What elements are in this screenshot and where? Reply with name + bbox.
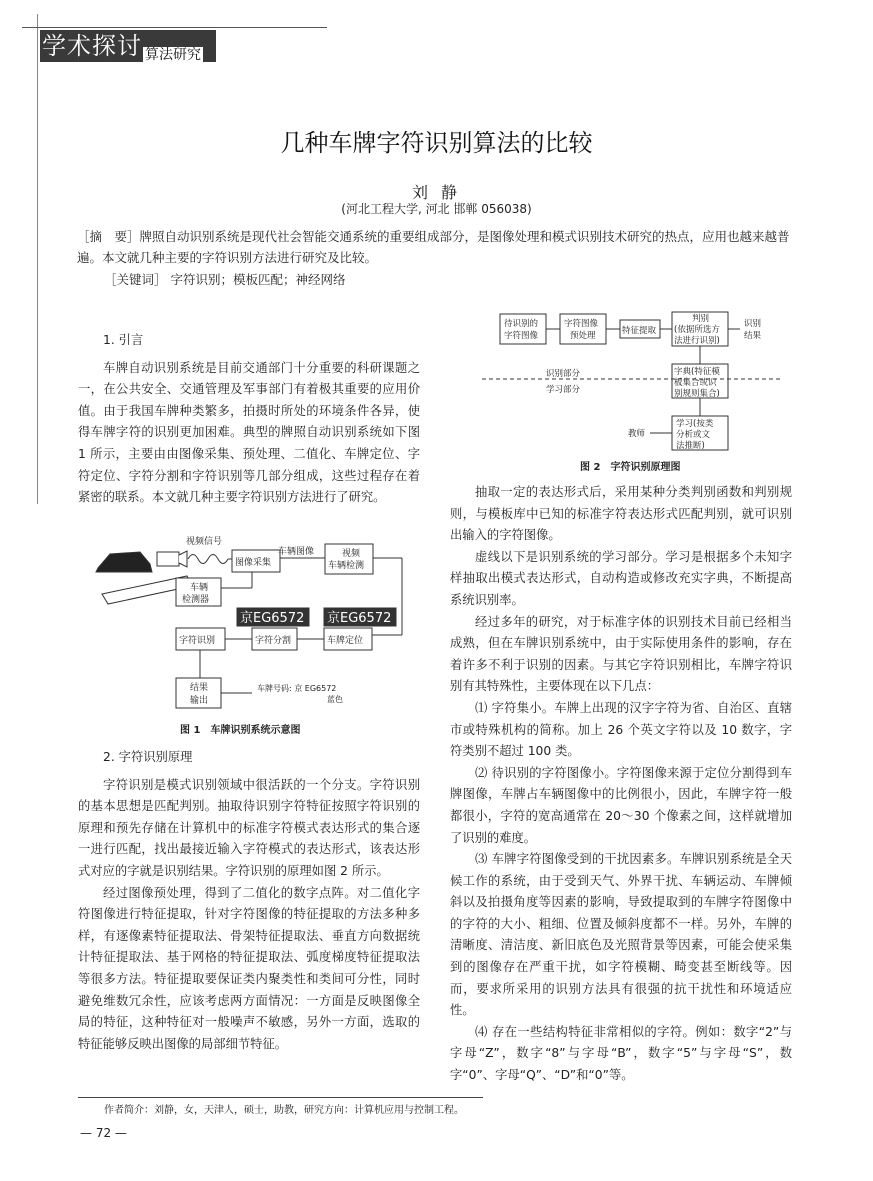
result-label-2: 输出 xyxy=(190,696,209,706)
feature-label: 特征提取 xyxy=(622,326,657,336)
learn-label-1: 学习(按类 xyxy=(676,419,714,429)
paragraph: ⑶ 车牌字符图像受到的干扰因素多。车牌识别系统是全天候工作的系统，由于受到天气、外界干扰、车辆运动、车牌倾斜以及拍摄角度等因素的影响，导致提取到的车牌字符图像中的字符的大小、粗细、位置及倾斜度都不一样。另外，车牌的清晰度、清洁度、新旧底色及光照背景等因素，可能会使采集到的图像存在严重干扰，如字符模糊、畸变甚至断线等。因而，要求所采用的识别方法具有很强的抗干扰性和环境适应性。 xyxy=(450,852,792,1018)
input-label-2: 字符图像 xyxy=(504,331,539,341)
char-recog-label: 字符识别 xyxy=(179,636,216,646)
output-label-2: 结果 xyxy=(744,331,762,341)
figure-2-diagram xyxy=(482,308,782,456)
footnote-rule xyxy=(78,1097,483,1098)
preprocess-label-1: 字符图像 xyxy=(564,319,599,329)
detector-label-1: 车辆 xyxy=(190,583,209,593)
section-label: 学术探讨 xyxy=(42,32,142,60)
figure-1-caption: 图 1 车牌识别系统示意图 xyxy=(180,725,301,736)
plate-text-1: 京EG6572 xyxy=(240,611,305,626)
left-column-bottom xyxy=(78,741,420,1055)
result-text-2: 蓝色 xyxy=(327,695,343,704)
header-rule xyxy=(22,27,327,28)
left-column-top xyxy=(78,324,420,509)
vehicle-image-label: 车辆图像 xyxy=(278,547,315,557)
judge-label-3: 法进行识别) xyxy=(674,336,720,346)
dict-label-2: 板集合或识 xyxy=(674,378,717,388)
affiliation: (河北工程大学, 河北 邯郸 056038) xyxy=(341,202,532,216)
plate-text-2: 京EG6572 xyxy=(327,611,392,626)
figure-1-diagram xyxy=(92,528,422,713)
paragraph: 字符识别是模式识别领域中很活跃的一个分支。字符识别的基本思想是匹配判别。抽取待识别字符特征按照字符识别的原理和预先存储在计算机中的标准字符模式表达形式的集合逐一进行匹配，找出最接近输入字符模式的表达形式，该表达形式对应的字就是识别结果。字符识别的原理如图 2 所示。 xyxy=(78,777,420,878)
dict-label-1: 字典(特征模 xyxy=(674,367,720,377)
plate-locate-label: 车牌定位 xyxy=(327,636,364,646)
video-detect-label-1: 视频 xyxy=(342,549,361,559)
author: 刘 静 xyxy=(411,183,462,202)
paper-title: 几种车牌字符识别算法的比较 xyxy=(280,129,593,157)
section-heading-principle: 2. 字符识别原理 xyxy=(103,750,193,764)
recognition-part-label: 识别部分 xyxy=(546,369,581,379)
learn-label-2: 分析或文 xyxy=(676,430,711,440)
preprocess-label-2: 预处理 xyxy=(570,331,596,341)
input-label-1: 待识别的 xyxy=(504,319,539,329)
paragraph: ⑴ 字符集小。车牌上出现的汉字字符为省、自治区、直辖市或特殊机构的简称。加上 26 个英文字符以及 10 数字，字符类别不超过 100 类。 xyxy=(450,700,792,759)
right-column xyxy=(450,482,792,1087)
learning-part-label: 学习部分 xyxy=(546,385,581,395)
header-vertical-rule xyxy=(37,14,38,504)
dict-label-3: 别规则集合) xyxy=(674,389,720,399)
subsection-label: 算法研究 xyxy=(145,47,201,63)
car-icon xyxy=(96,552,152,572)
figure-2-caption: 图 2 字符识别原理图 xyxy=(580,462,681,473)
video-wave xyxy=(188,555,228,564)
judge-label-1: 判别 xyxy=(692,314,710,324)
paragraph: 经过多年的研究，对于标准字体的识别技术目前已经相当成熟，但在车牌识别系统中，由于实际使用条件的影响，存在着许多不利于识别的因素。与其它字符识别相比，车牌字符识别有其特殊性，主要体现在以下几点： xyxy=(450,614,792,694)
teacher-label: 教师 xyxy=(628,429,646,439)
judge-label-2: (依据所选方 xyxy=(674,325,720,335)
camera-icon xyxy=(157,552,179,566)
paragraph: 虚线以下是识别系统的学习部分。学习是根据多个未知字样抽取出模式表达形式，自动构造或修改充实字典，不断提高系统识别率。 xyxy=(450,549,792,607)
author-footnote: 作者简介：刘静，女，天津人，硕士，助教，研究方向：计算机应用与控制工程。 xyxy=(104,1105,464,1116)
paragraph: 抽取一定的表达形式后，采用某种分类判别函数和判别规则，与模板库中已知的标准字符表达形式匹配判别，就可识别出输入的字符图像。 xyxy=(450,485,792,543)
keywords: ［关键词］ 字符识别；模板匹配；神经网络 xyxy=(104,272,346,287)
paragraph: ⑷ 存在一些结构特征非常相似的字符。例如：数字“2”与字母“Z”，数字“8”与字母“B”，数字“5”与字母“S”，数字“0”、字母“Q”、“D”和“0”等。 xyxy=(450,1024,792,1083)
abstract: ［摘 要］牌照自动识别系统是现代社会智能交通系统的重要组成部分，是图像处理和模式识别技术研究的热点，应用也越来越普遍。本文就几种主要的字符识别方法进行研究及比较。 xyxy=(77,229,790,265)
detector-label-2: 检测器 xyxy=(182,595,210,605)
paragraph: 车牌自动识别系统是目前交通部门十分重要的科研课题之一，在公共安全、交通管理及军事部门有着极其重要的应用价值。由于我国车牌种类繁多，拍摄时所处的环境条件各异，使得车牌字符的识别更加困难。典型的牌照自动识别系统如下图 1 所示，主要由由图像采集、预处理、二值化、车牌定位、字符定位、字符分割和字符识别等几部分组成，这些过程存在着紧密的联系。本文就几种主要字符识别方法进行了研究。 xyxy=(78,360,420,505)
paragraph: 经过图像预处理，得到了二值化的数字点阵。对二值化字符图像进行特征提取，针对字符图像的特征提取的方法多种多样，有逐像素特征提取法、骨架特征提取法、垂直方向数据统计特征提取法、基于网格的特征提取法、弧度梯度特征提取法等很多方法。特征提取要保证类内聚类性和类间可分性，同时避免维数冗余性，应该考虑两方面情况：一方面是反映图像全局的特征，这种特征对一般噪声不敏感，另外一方面，选取的特征能够反映出图像的局部细节特征。 xyxy=(78,885,420,1051)
learn-label-3: 法推断) xyxy=(676,441,705,451)
video-signal-label: 视频信号 xyxy=(186,537,223,547)
paragraph: ⑵ 待识别的字符图像小。字符图像来源于定位分割得到车牌图像，车牌占车辆图像中的比例很小，因此，车牌字符一般都很小，字符的宽高通常在 20～30 个像素之间，这样就增加了识别的难度。 xyxy=(450,765,792,845)
video-detect-label-2: 车辆检测 xyxy=(328,561,365,571)
section-heading-intro: 1. 引言 xyxy=(103,333,144,347)
page-number: — 72 — xyxy=(80,1126,127,1140)
image-capture-label: 图像采集 xyxy=(235,558,272,568)
result-text-1: 车牌号码: 京 EG6572 xyxy=(257,684,337,693)
output-label-1: 识别 xyxy=(744,319,762,329)
char-split-label: 字符分割 xyxy=(255,636,292,646)
result-label-1: 结果 xyxy=(190,683,209,693)
